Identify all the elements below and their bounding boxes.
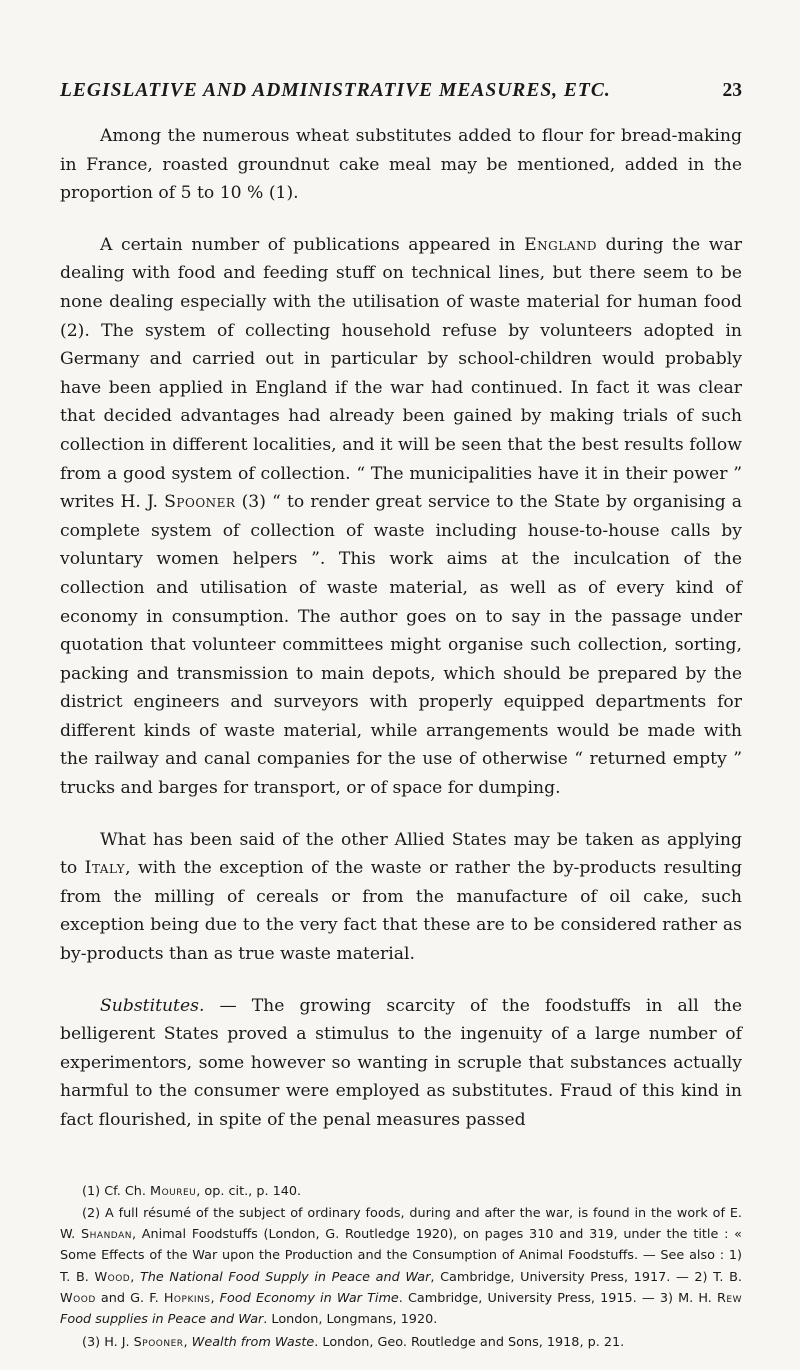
- country-italy: Italy: [84, 858, 126, 879]
- footnote-3-text-a: (3) H. J.: [82, 1334, 134, 1350]
- paragraph-2: [60, 231, 742, 803]
- footnote-2-text-a: (2) A full résumé of the subject of ordinary foods, during and after the war, is found in the work of E. W.: [60, 1205, 742, 1243]
- footnote-2-text-b: , Animal Foodstuffs (London, G. Routledge 1920), on pages 310 and 319, under the title : « Some Effects of the War upon the Production and the Consumption of Animal Foodstuffs. — See also : 1) T. B.: [60, 1227, 742, 1285]
- footnote-2-author-shandan: Shandan: [81, 1227, 132, 1243]
- page-header: [60, 80, 742, 114]
- section-lead-substitutes: Substitutes.: [100, 995, 205, 1016]
- footnote-2-text-i: . London, Longmans, 1920.: [263, 1312, 438, 1328]
- footnote-3-text-b: ,: [183, 1334, 192, 1350]
- footnote-2-author-hopkins: Hopkins: [163, 1291, 211, 1307]
- footnote-3-author: Spooner: [133, 1334, 184, 1350]
- country-england: England: [524, 234, 597, 255]
- footnote-2-author-rew: Rew: [717, 1291, 742, 1307]
- footnote-2: [60, 1203, 742, 1331]
- footnote-2-author-wood-2: Wood: [60, 1291, 96, 1307]
- paragraph-3-text-a: What has been said of the other Allied States may be taken as applying to: [60, 829, 742, 879]
- paragraph-2-text-c: (3) “ to render great service to the State by organising a complete system of collection of waste including house-to-house calls by voluntary women helpers ”. This work aims at the inculcation of the collection and utilisation of waste material, as well as of every kind of economy in consumption. The author goes on to say in the passage under quotation that volunteer committees might organise such collection, sorting, packing and transmission to main depots, which should be prepared by the district engineers and surveyors with properly equipped departments for different kinds of waste material, while arrangements would be made with the railway and canal companies for the use of otherwise “ returned empty ” trucks and barges for transport, or of space for dumping.: [60, 492, 742, 799]
- footnote-1-author: Moureu: [150, 1183, 197, 1199]
- footnote-2-title-2: Food Economy in War Time: [219, 1291, 399, 1307]
- paragraph-3: [60, 826, 742, 969]
- paragraph-2-text-a: A certain number of publications appeared in: [100, 234, 525, 255]
- footnote-1: [60, 1181, 742, 1202]
- footnote-2-title-3: Food supplies in Peace and War: [60, 1312, 264, 1328]
- footnote-2-text-d: , Cambridge, University Press, 1917. — 2) T. B.: [430, 1269, 742, 1285]
- footnote-2-text-f: ,: [210, 1291, 220, 1307]
- author-spooner: Spooner: [164, 492, 236, 513]
- footnote-2-text-c: ,: [130, 1269, 140, 1285]
- footnote-2-author-wood-1: Wood: [94, 1269, 131, 1285]
- footnote-3-title: Wealth from Waste: [191, 1334, 315, 1350]
- paragraph-1: [60, 122, 742, 208]
- page-number: 23: [722, 80, 742, 101]
- paragraph-3-text-b: , with the exception of the waste or rather the by-products resulting from the milling of cereals or from the manufacture of oil cake, such exception being due to the very fact that these are to be considered rather as by-products than as true waste material.: [60, 858, 742, 965]
- footnote-1-text-b: , op. cit., p. 140.: [196, 1183, 302, 1199]
- footnote-2-text-e: and G. F.: [95, 1291, 164, 1307]
- footnote-3-text-c: . London, Geo. Routledge and Sons, 1918, p. 21.: [314, 1334, 625, 1350]
- footnote-1-text-a: (1) Cf. Ch.: [82, 1183, 151, 1199]
- paragraph-4: [60, 992, 742, 1135]
- paragraph-4-text: — The growing scarcity of the foodstuffs in all the belligerent States proved a stimulus to the ingenuity of a large number of experimentors, some however so wanting in scruple that substances actually harmful to the consumer were employed as substitutes. Fraud of this kind in fact flourished, in spite of the penal measures passed: [60, 995, 742, 1130]
- footnote-2-title-1: The National Food Supply in Peace and War: [139, 1269, 431, 1285]
- running-head: LEGISLATIVE AND ADMINISTRATIVE MEASURES, ETC.: [60, 80, 611, 101]
- footnotes: [60, 1181, 742, 1353]
- paragraph-1-text: Among the numerous wheat substitutes added to flour for bread-making in France, roasted groundnut cake meal may be mentioned, added in the proportion of 5 to 10 % (1).: [60, 126, 742, 204]
- footnote-2-text-g: . Cambridge, University Press, 1915. — 3) M. H.: [398, 1291, 718, 1307]
- paragraph-2-text-b: during the war dealing with food and feeding stuff on technical lines, but there seem to be none dealing especially with the utilisation of waste material for human food (2). The system of collecting household refuse by volunteers adopted in Germany and carried out in particular by school-children would probably have been applied in England if the war had continued. In fact it was clear that decided advantages had already been gained by making trials of such collection in different localities, and it will be seen that the best results follow from a good system of collection. “ The municipalities have it in their power ” writes H. J.: [60, 234, 742, 513]
- footnote-3: [60, 1332, 742, 1353]
